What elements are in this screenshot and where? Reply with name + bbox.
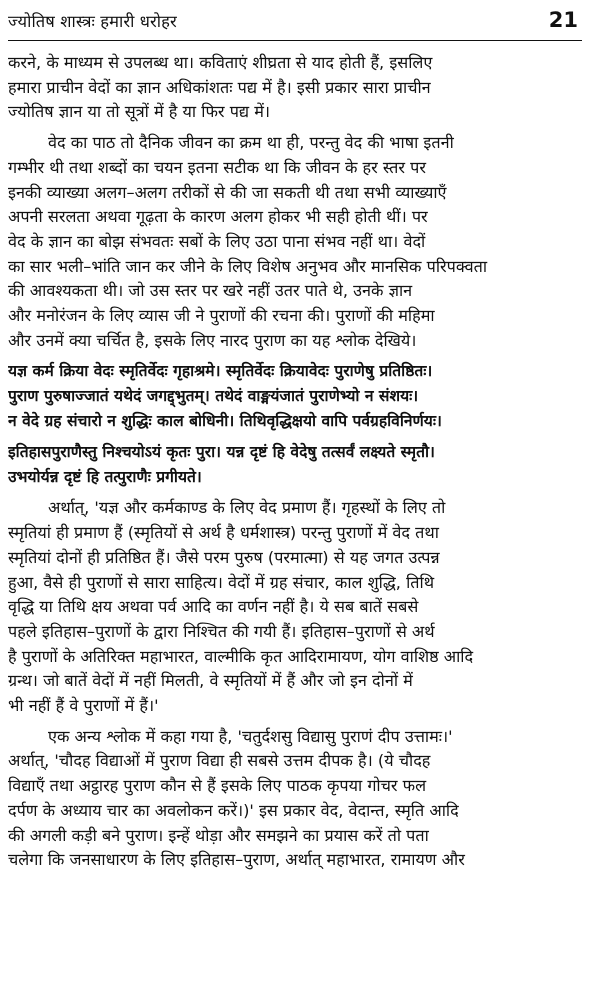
sanskrit-verse-1 bbox=[8, 359, 582, 434]
text-line: वृद्धि या तिथि क्षय अथवा पर्व आदि का वर्णन नहीं है। ये सब बातें सबसे bbox=[8, 597, 419, 617]
header-rule bbox=[8, 40, 582, 41]
paragraph-4 bbox=[8, 725, 582, 873]
text-line: स्मृतियां ही प्रमाण हैं (स्मृतियों से अर्थ है धर्मशास्त्र) परन्तु पुराणों में वेद तथा bbox=[8, 523, 439, 543]
text-line: की अगली कड़ी बने पुराण। इन्हें थोड़ा और समझने का प्रयास करें तो पता bbox=[8, 825, 429, 845]
text-line: एक अन्य श्लोक में कहा गया है, 'चतुर्दशसु विद्यासु पुराणं दीप उत्तामः।' bbox=[48, 726, 453, 746]
verse-line: न वेदे ग्रह संचारो न शुद्धिः काल बोधिनी। तिथिवृद्धिक्षयो वापि पर्वग्रहविनिर्णयः। bbox=[8, 412, 442, 431]
text-line: दर्पण के अध्याय चार का अवलोकन करें।)' इस प्रकार वेद, वेदान्त, स्मृति आदि bbox=[8, 800, 459, 820]
text-line: करने, के माध्यम से उपलब्ध था। कविताएं शीघ्रता से याद होती हैं, इसलिए bbox=[8, 53, 433, 72]
text-line: अर्थात्, 'चौदह विद्याओं में पुराण विद्या ही सबसे उत्तम दीपक है। (ये चौदह bbox=[8, 751, 431, 771]
text-line: वेद के ज्ञान का बोझ संभवतः सबों के लिए उठा पाना संभव नहीं था। वेदों bbox=[8, 231, 426, 251]
text-line: की आवश्यकता थी। जो उस स्तर पर खरे नहीं उतर पाते थे, उनके ज्ञान bbox=[8, 281, 413, 301]
paragraph-3 bbox=[8, 496, 582, 718]
text-line: अर्थात्, 'यज्ञ और कर्मकाण्ड के लिए वेद प्रमाण हैं। गृहस्थों के लिए तो bbox=[48, 498, 446, 518]
text-line: हुआ, वैसे ही पुराणों से सारा साहित्य। वेदों में ग्रह संचार, काल शुद्धि, तिथि bbox=[8, 572, 435, 592]
text-line: ग्रन्थ। जो बातें वेदों में नहीं मिलती, वे स्मृतियों में हैं और जो इन दोनों में bbox=[8, 671, 413, 691]
paragraph-2 bbox=[8, 131, 582, 353]
page-number: 21 bbox=[548, 8, 578, 32]
text-line: का सार भली–भांति जान कर जीने के लिए विशेष अनुभव और मानसिक परिपक्वता bbox=[8, 256, 488, 276]
text-line: हमारा प्राचीन वेदों का ज्ञान अधिकांशतः पद्य में है। इसी प्रकार सारा प्राचीन bbox=[8, 77, 431, 97]
running-head: ज्योतिष शास्त्रः हमारी धरोहर bbox=[8, 12, 177, 31]
verse-line: इतिहासपुराणैस्तु निश्चयोऽयं कृतः पुरा। यन्न दृष्टं हि वेदेषु तत्सर्वं लक्ष्यते स्मृतौ। bbox=[8, 443, 435, 462]
sanskrit-verse-2 bbox=[8, 440, 582, 490]
text-line: और उनमें क्या चर्चित है, इसके लिए नारद पुराण का यह श्लोक देखिये। bbox=[8, 330, 417, 350]
text-line: और मनोरंजन के लिए व्यास जी ने पुराणों की रचना की। पुराणों की महिमा bbox=[8, 306, 435, 326]
text-line: स्मृतियां दोनों ही प्रतिष्ठित हैं। जैसे परम पुरुष (परमात्मा) से यह जगत उत्पन्न bbox=[8, 547, 440, 567]
text-line: वेद का पाठ तो दैनिक जीवन का क्रम था ही, परन्तु वेद की भाषा इतनी bbox=[48, 133, 454, 153]
text-line: है पुराणों के अतिरिक्त महाभारत, वाल्मीकि कृत आदिरामायण, योग वाशिष्ठ आदि bbox=[8, 646, 474, 666]
text-line: ज्योतिष ज्ञान या तो सूत्रों में है या फिर पद्य में। bbox=[8, 102, 271, 122]
verse-line: पुराण पुरुषाज्जातं यथेदं जगद्द्भुतम्। तथेदं वाङ्मयंजातं पुराणेभ्यो न संशयः। bbox=[8, 387, 419, 406]
text-line: इनकी व्याख्या अलग–अलग तरीकों से की जा सकती थी तथा सभी व्याख्याएँ bbox=[8, 182, 447, 202]
verse-line: उभयोर्यन्न दृष्टं हि तत्पुराणैः प्रगीयते। bbox=[8, 468, 202, 487]
verse-line: यज्ञ कर्म क्रिया वेदः स्मृतिर्वेदः गृहाश्रमे। स्मृतिर्वेदः क्रियावेदः पुराणेषु प्रतिष्ठितः। bbox=[8, 362, 433, 381]
text-line: पहले इतिहास–पुराणों के द्वारा निश्चित की गयी हैं। इतिहास–पुराणों से अर्थ bbox=[8, 621, 435, 641]
paragraph-1 bbox=[8, 51, 582, 125]
text-line: विद्याएँ तथा अट्ठारह पुराण कौन से हैं इसके लिए पाठक कृपया गोचर फल bbox=[8, 776, 427, 796]
text-line: चलेगा कि जनसाधारण के लिए इतिहास–पुराण, अर्थात् महाभारत, रामायण और bbox=[8, 850, 465, 870]
text-line: भी नहीं हैं वे पुराणों में हैं।' bbox=[8, 696, 159, 716]
page-header bbox=[8, 8, 582, 38]
text-line: गम्भीर थी तथा शब्दों का चयन इतना सटीक था कि जीवन के हर स्तर पर bbox=[8, 157, 426, 177]
text-line: अपनी सरलता अथवा गूढ़ता के कारण अलग होकर भी सही होती थीं। पर bbox=[8, 207, 428, 227]
